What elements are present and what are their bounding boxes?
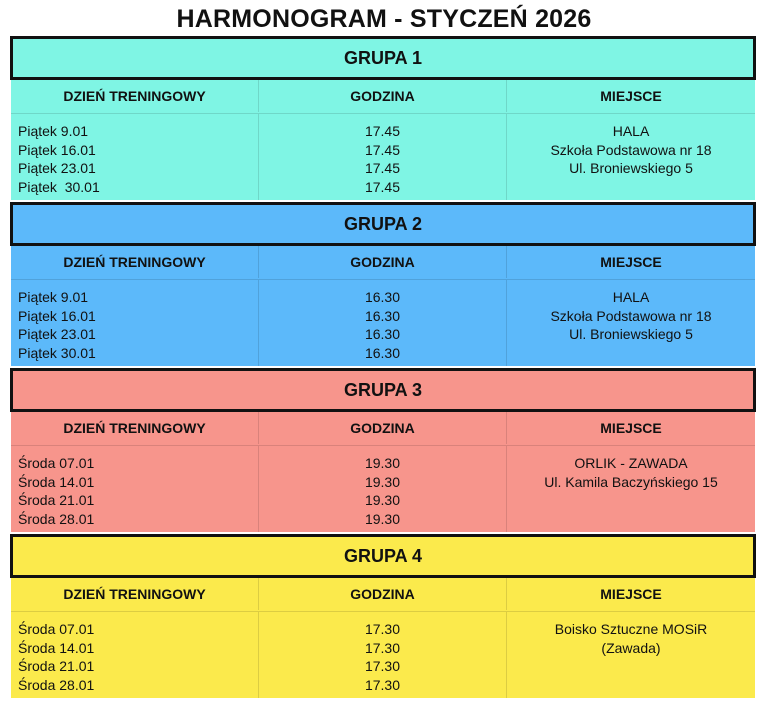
group-header: GRUPA 4 (10, 534, 756, 578)
column-header-place: MIEJSCE (600, 586, 662, 602)
column-header-place: MIEJSCE (600, 254, 662, 270)
day-cell (11, 114, 259, 200)
hour-entry: 17.45 (364, 179, 401, 196)
column-header-hour: GODZINA (259, 578, 507, 610)
hour-entry: 17.45 (364, 160, 401, 177)
hour-entry: 17.30 (364, 658, 401, 675)
table-row (11, 611, 755, 698)
day-cell (11, 612, 259, 698)
place-line: Szkoła Podstawowa nr 18 (550, 141, 712, 158)
hour-entry: 17.30 (364, 677, 401, 694)
group-header: GRUPA 1 (10, 36, 756, 80)
hour-cell (259, 280, 507, 366)
hour-entry: 17.45 (364, 141, 401, 158)
hour-entry: 19.30 (364, 492, 401, 509)
group-header: GRUPA 3 (10, 368, 756, 412)
place-line: Boisko Sztuczne MOSiR (554, 621, 708, 637)
column-header-place: MIEJSCE (600, 420, 662, 436)
day-entry: Środa 28.01 (18, 511, 95, 528)
day-entry: Środa 21.01 (18, 658, 95, 675)
day-entry: Piątek 23.01 (18, 160, 96, 177)
hour-entry: 16.30 (364, 289, 401, 305)
hour-entry: 17.45 (364, 123, 401, 139)
hour-entry: 19.30 (364, 511, 401, 528)
hour-entry: 19.30 (364, 455, 401, 471)
column-header-row (11, 80, 755, 112)
column-header-row (11, 246, 755, 278)
day-entry: Środa 14.01 (18, 473, 95, 490)
place-line: HALA (612, 123, 650, 139)
day-entry: Piątek 30.01 (18, 179, 100, 196)
place-cell (507, 612, 755, 698)
table-row (11, 445, 755, 532)
day-entry: Środa 07.01 (18, 621, 95, 637)
column-header-hour: GODZINA (259, 412, 507, 444)
day-cell (11, 280, 259, 366)
day-entry: Piątek 9.01 (18, 289, 89, 305)
hour-cell (259, 612, 507, 698)
place-line: (Zawada) (601, 639, 661, 656)
place-cell (507, 280, 755, 366)
place-line: Ul. Broniewskiego 5 (569, 160, 693, 177)
place-line: Ul. Kamila Baczyńskiego 15 (544, 473, 718, 490)
place-line: HALA (612, 289, 650, 305)
column-header-day: DZIEŃ TRENINGOWY (11, 578, 259, 610)
hour-cell (259, 446, 507, 532)
place-cell (507, 446, 755, 532)
day-entry: Piątek 16.01 (18, 141, 96, 158)
column-header-place: MIEJSCE (600, 88, 662, 104)
column-header-row (11, 412, 755, 444)
day-entry: Piątek 23.01 (18, 326, 96, 343)
page-title: HARMONOGRAM - STYCZEŃ 2026 (176, 5, 592, 33)
place-line: Szkoła Podstawowa nr 18 (550, 307, 712, 324)
hour-entry: 19.30 (364, 473, 401, 490)
day-entry: Środa 14.01 (18, 639, 95, 656)
hour-entry: 17.30 (364, 621, 401, 637)
column-header-row (11, 578, 755, 610)
place-cell (507, 114, 755, 200)
hour-cell (259, 114, 507, 200)
day-entry: Środa 07.01 (18, 455, 95, 471)
table-row (11, 279, 755, 366)
column-header-day: DZIEŃ TRENINGOWY (11, 246, 259, 278)
day-entry: Środa 28.01 (18, 677, 95, 694)
hour-entry: 16.30 (364, 345, 401, 362)
column-header-hour: GODZINA (259, 80, 507, 112)
group-header: GRUPA 2 (10, 202, 756, 246)
day-entry: Piątek 16.01 (18, 307, 96, 324)
column-header-hour: GODZINA (259, 246, 507, 278)
hour-entry: 16.30 (364, 307, 401, 324)
place-line: ORLIK - ZAWADA (574, 455, 688, 471)
day-entry: Piątek 30.01 (18, 345, 96, 362)
day-entry: Środa 21.01 (18, 492, 95, 509)
place-line: Ul. Broniewskiego 5 (569, 326, 693, 343)
column-header-day: DZIEŃ TRENINGOWY (11, 412, 259, 444)
table-row (11, 113, 755, 200)
hour-entry: 16.30 (364, 326, 401, 343)
day-cell (11, 446, 259, 532)
hour-entry: 17.30 (364, 639, 401, 656)
column-header-day: DZIEŃ TRENINGOWY (11, 80, 259, 112)
day-entry: Piątek 9.01 (18, 123, 89, 139)
